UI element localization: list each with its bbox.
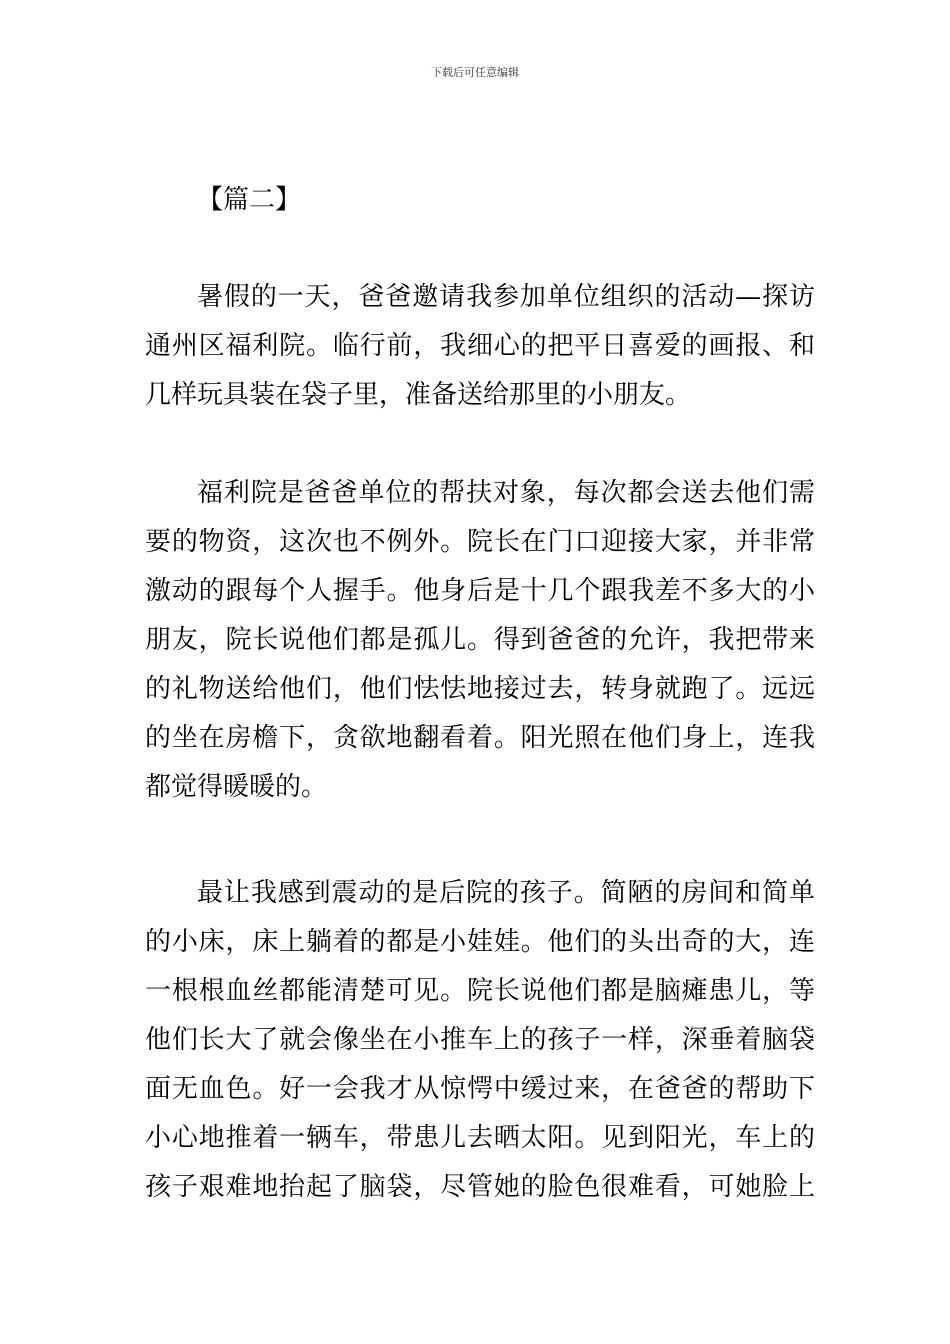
paragraph-line: 孩子艰难地抬起了脑袋，尽管她的脸色很难看，可她脸上 — [145, 1172, 815, 1202]
paragraph-1 — [145, 273, 815, 420]
paragraph-line: 最让我感到震动的是后院的孩子。简陋的房间和简单 — [197, 878, 815, 908]
paragraph-line: 通州区福利院。临行前，我细心的把平日喜爱的画报、和 — [145, 331, 815, 361]
page-header-note: 下载后可任意编辑 — [431, 66, 519, 79]
paragraph-line: 要的物资，这次也不例外。院长在门口迎接大家，并非常 — [145, 527, 815, 557]
paragraph-line: 都觉得暖暖的。 — [145, 772, 328, 802]
paragraph-line: 一根根血丝都能清楚可见。院长说他们都是脑瘫患儿，等 — [145, 976, 815, 1006]
paragraph-line: 面无血色。好一会我才从惊愕中缓过来，在爸爸的帮助下 — [145, 1074, 815, 1104]
paragraph-line: 几样玩具装在袋子里，准备送给那里的小朋友。 — [145, 380, 692, 410]
paragraph-line: 的礼物送给他们，他们怯怯地接过去，转身就跑了。远远 — [145, 674, 815, 704]
paragraph-line: 他们长大了就会像坐在小推车上的孩子一样，深垂着脑袋 — [145, 1025, 815, 1055]
paragraph-line: 的坐在房檐下，贪欲地翻看着。阳光照在他们身上，连我 — [145, 723, 815, 753]
paragraph-3 — [145, 869, 815, 1212]
paragraph-line: 朋友，院长说他们都是孤儿。得到爸爸的允许，我把带来 — [145, 625, 815, 655]
paragraph-line: 福利院是爸爸单位的帮扶对象，每次都会送去他们需 — [197, 478, 815, 508]
paragraph-line: 小心地推着一辆车，带患儿去晒太阳。见到阳光，车上的 — [145, 1123, 815, 1153]
paragraph-line: 暑假的一天，爸爸邀请我参加单位组织的活动—探访 — [197, 282, 815, 312]
section-title: 【篇二】 — [197, 185, 302, 215]
paragraph-line: 的小床，床上躺着的都是小娃娃。他们的头出奇的大，连 — [145, 927, 815, 957]
paragraph-line: 激动的跟每个人握手。他身后是十几个跟我差不多大的小 — [145, 576, 815, 606]
paragraph-2 — [145, 469, 815, 812]
